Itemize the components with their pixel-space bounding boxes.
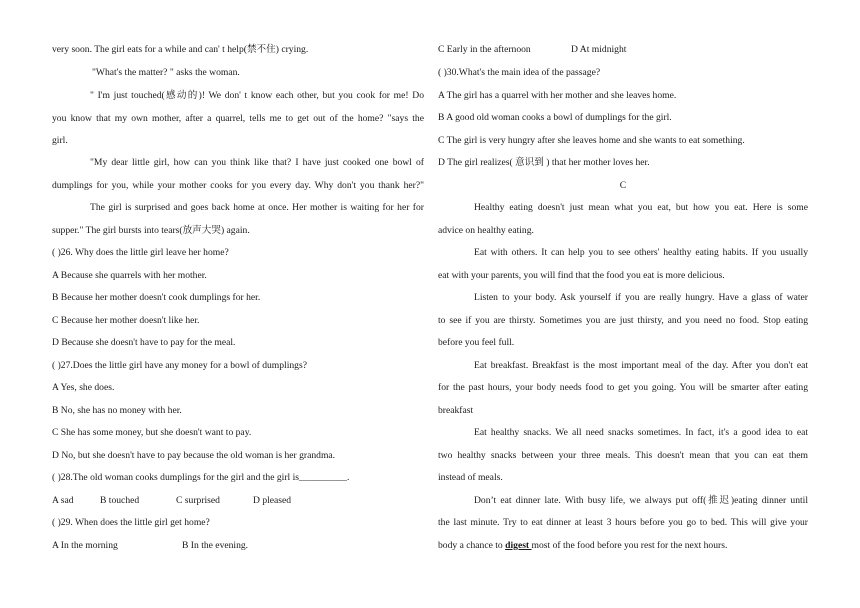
passage-last-line: [438, 540, 727, 552]
question-27-stem: ( )27.Does the little girl have any money for a bowl of dumplings?: [52, 360, 307, 371]
question-29-stem: ( )29. When does the little girl get home?: [52, 517, 210, 528]
passage-line: Healthy eating doesn't just mean what you eat, but how you eat. Here is some: [474, 202, 808, 213]
question-26-option-a[interactable]: A Because she quarrels with her mother.: [52, 270, 207, 281]
section-label: C: [619, 180, 627, 191]
passage-line: before you feel full.: [438, 337, 515, 348]
question-30-option-b[interactable]: B A good old woman cooks a bowl of dumplings for the girl.: [438, 112, 672, 123]
story-line: supper." The girl bursts into tears(放声大哭) again.: [52, 225, 250, 236]
passage-line: Eat with others. It can help you to see others' healthy eating habits. If you usually: [474, 247, 808, 258]
question-30-option-d[interactable]: D The girl realizes( 意识到 ) that her mother loves her.: [438, 157, 650, 168]
story-line: The girl is surprised and goes back home at once. Her mother is waiting for her for: [90, 202, 424, 213]
question-28-stem: ( )28.The old woman cooks dumplings for the girl and the girl is__________.: [52, 472, 350, 483]
passage-text: body a chance to: [438, 540, 506, 551]
story-line: " I'm just touched(感动的)! We don' t know each other, but you cook for me! Do: [90, 90, 424, 101]
question-27-option-a[interactable]: A Yes, she does.: [52, 382, 115, 393]
passage-line: to see if you are thirsty. Sometimes you are just thirsty, and you need no food. Stop eating: [438, 315, 808, 326]
passage-text: most of the food before you rest for the next hours.: [531, 540, 728, 551]
question-30-stem: ( )30.What's the main idea of the passage?: [438, 67, 601, 78]
passage-line: Listen to your body. Ask yourself if you are really hungry. Have a glass of water: [474, 292, 808, 303]
passage-line: Eat healthy snacks. We all need snacks sometimes. In fact, it's a good idea to eat: [474, 427, 808, 438]
story-line: "My dear little girl, how can you think like that? I have just cooked one bowl of: [90, 157, 424, 168]
story-line: dumplings for you, while your mother cooks for you every day. Why don't you thank her?": [52, 180, 424, 191]
passage-line: for the past hours, your body needs food to get you going. You will be smarter after eating: [438, 382, 808, 393]
passage-line: breakfast: [438, 405, 474, 416]
question-29-option-b[interactable]: B In the evening.: [182, 540, 249, 551]
passage-line: advice on healthy eating.: [438, 225, 534, 236]
story-line: girl.: [52, 135, 68, 146]
passage-line: Don’t eat dinner late. With busy life, we always put off(推迟)eating dinner until: [474, 495, 808, 506]
story-line: "What's the matter? " asks the woman.: [92, 67, 240, 78]
keyword-digest: digest: [505, 540, 532, 551]
question-26-stem: ( )26. Why does the little girl leave her home?: [52, 247, 229, 258]
question-29-option-c[interactable]: C Early in the afternoon: [438, 44, 531, 55]
question-30-option-a[interactable]: A The girl has a quarrel with her mother and she leaves home.: [438, 90, 677, 101]
question-28-option-a[interactable]: A sad: [52, 495, 74, 506]
passage-line: eat with your parents, you will find that the food you eat is more delicious.: [438, 270, 725, 281]
story-line: you know that my own mother, after a quarrel, tells me to get out of the home? "says the: [52, 113, 424, 124]
question-28-option-b[interactable]: B touched: [100, 495, 140, 506]
passage-line: Eat breakfast. Breakfast is the most important meal of the day. After you don't eat: [474, 360, 808, 371]
passage-line: instead of meals.: [438, 472, 503, 483]
question-28-option-d[interactable]: D pleased: [253, 495, 292, 506]
question-28-option-c[interactable]: C surprised: [176, 495, 220, 506]
passage-line: the last minute. Try to eat dinner at least 3 hours before you go to bed. This will give your: [438, 517, 808, 528]
question-26-option-b[interactable]: B Because her mother doesn't cook dumplings for her.: [52, 292, 261, 303]
question-26-option-c[interactable]: C Because her mother doesn't like her.: [52, 315, 200, 326]
question-29-option-d[interactable]: D At midnight: [571, 44, 627, 55]
question-27-option-b[interactable]: B No, she has no money with her.: [52, 405, 182, 416]
question-27-option-d[interactable]: D No, but she doesn't have to pay because the old woman is her grandma.: [52, 450, 336, 461]
question-30-option-c[interactable]: C The girl is very hungry after she leaves home and she wants to eat something.: [438, 135, 745, 146]
question-29-option-a[interactable]: A In the morning: [52, 540, 118, 551]
story-line: very soon. The girl eats for a while and can' t help(禁不住) crying.: [52, 44, 309, 55]
question-27-option-c[interactable]: C She has some money, but she doesn't want to pay.: [52, 427, 252, 438]
question-26-option-d[interactable]: D Because she doesn't have to pay for the meal.: [52, 337, 236, 348]
passage-line: two healthy snacks between your three meals. This doesn't mean that you can eat them: [438, 450, 808, 461]
